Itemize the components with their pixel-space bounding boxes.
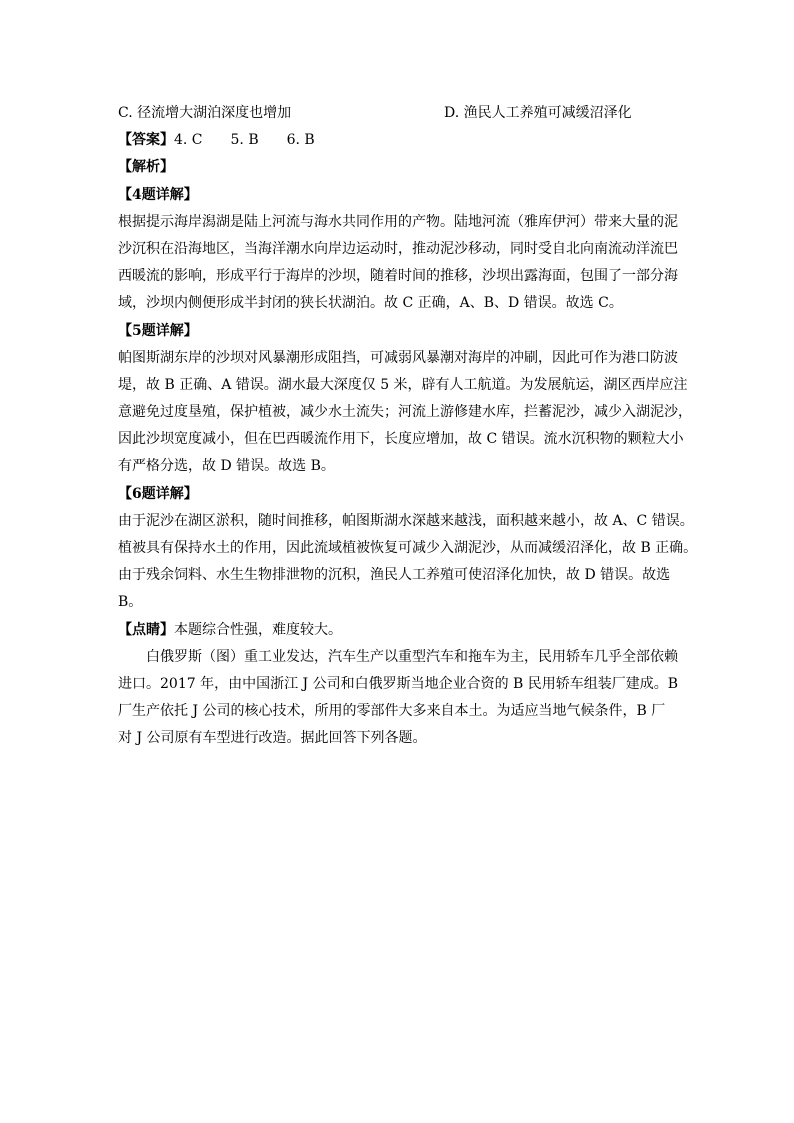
q4-line: 西暖流的影响，形成平行于海岸的沙坝，随着时间的推移，沙坝出露海面，包围了一部分海 (118, 268, 678, 285)
q5-line: 有严格分选，故 D 错误。故选 B。 (118, 458, 335, 475)
q4-line: 域，沙坝内侧便形成半封闭的狭长状湖泊。故 C 正确，A、B、D 错误。故选 C。 (118, 295, 623, 312)
comment-line (118, 617, 678, 644)
q4-line: 根据提示海岸潟湖是陆上河流与海水共同作用的产物。陆地河流（雅库伊河）带来大量的泥 (118, 213, 678, 230)
answer-line (118, 127, 678, 154)
q5-line: 帕图斯湖东岸的沙坝对风暴潮形成阻挡，可减弱风暴潮对海岸的冲刷，因此可作为港口防波 (118, 349, 678, 366)
option-d: D. 渔民人工养殖可减缓沼泽化 (444, 105, 632, 121)
q6-explanation (118, 508, 698, 617)
answer-text: 4. C 5. B 6. B (174, 132, 315, 149)
q5-heading: 【5题详解】 (118, 322, 198, 339)
q6-line: 由于泥沙在湖区淤积，随时间推移，帕图斯湖水深越来越浅，面积越来越小，故 A、C 错误。 (118, 512, 694, 529)
passage-line: 厂生产依托 J 公司的核心技术，所用的零部件大多来自本土。为适应当地气候条件，B 厂 (118, 703, 666, 720)
comment-label: 【点睛】 (118, 621, 174, 638)
analysis-heading: 【解析】 (118, 159, 174, 176)
document-content (118, 100, 698, 753)
option-c: C. 径流增大湖泊深度也增加 (118, 105, 292, 121)
q6-line: 由于残余饲料、水生生物排泄物的沉积，渔民人工养殖可使沼泽化加快，故 D 错误。故选 (118, 567, 671, 584)
q5-line: 堤，故 B 正确、A 错误。湖水最大深度仅 5 米，辟有人工航道。为发展航运，湖区西岸应注 (118, 376, 688, 393)
q4-explanation (118, 209, 678, 318)
answer-label: 【答案】 (118, 132, 174, 149)
passage-line: 进口。2017 年，由中国浙江 J 公司和白俄罗斯当地企业合资的 B 民用轿车组装厂建成。B (118, 675, 679, 692)
comment-text: 本题综合性强，难度较大。 (174, 621, 342, 638)
q4-line: 沙沉积在沿海地区，当海洋潮水向岸边运动时，推动泥沙移动，同时受自北向南流动洋流巴 (118, 240, 678, 257)
answer-options-row (118, 100, 678, 127)
q5-line: 意避免过度垦殖，保护植被，减少水土流失；河流上游修建水库，拦蓄泥沙，减少入湖泥沙， (118, 404, 692, 421)
q6-line: 植被具有保持水土的作用，因此流域植被恢复可减少入湖泥沙，从而减缓沼泽化，故 B 正确。 (118, 540, 698, 556)
passage-line: 对 J 公司原有车型进行改造。据此回答下列各题。 (118, 730, 427, 747)
q6-line: B。 (118, 594, 143, 611)
passage (118, 644, 678, 753)
passage-line: 白俄罗斯（图）重工业发达，汽车生产以重型汽车和拖车为主，民用轿车几乎全部依赖 (146, 648, 678, 665)
q5-line: 因此沙坝宽度减小，但在巴西暖流作用下，长度应增加，故 C 错误。流水沉积物的颗粒大小 (118, 431, 684, 448)
q4-heading: 【4题详解】 (118, 186, 198, 203)
q5-explanation (118, 345, 692, 481)
q6-heading: 【6题详解】 (118, 485, 198, 502)
